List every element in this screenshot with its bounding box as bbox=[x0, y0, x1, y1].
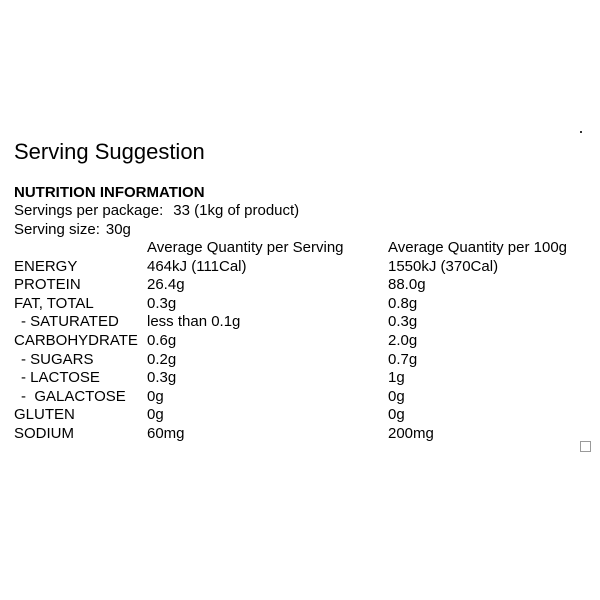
nutrition-panel bbox=[14, 183, 594, 444]
nutrient-per-100g: 0g bbox=[388, 406, 405, 424]
nutrient-row-lactose bbox=[14, 369, 594, 388]
nutrient-name: - SATURATED bbox=[21, 313, 119, 331]
nutrient-per-serving: 0.3g bbox=[147, 294, 177, 312]
column-header-row bbox=[14, 239, 594, 258]
column-header-per-100g: Average Quantity per 100g bbox=[388, 239, 568, 256]
nutrient-per-100g: 0g bbox=[388, 387, 405, 405]
nutrient-row-carbohydrate bbox=[14, 332, 594, 351]
nutrient-row-fat-total bbox=[14, 295, 594, 314]
nutrient-row-gluten bbox=[14, 406, 594, 425]
serving-size-label: Serving size: bbox=[14, 220, 100, 238]
nutrient-per-serving: 464kJ (111Cal) bbox=[147, 257, 247, 275]
nutrient-row-saturated bbox=[14, 313, 594, 332]
nutrient-row-sodium bbox=[14, 425, 594, 444]
nutrient-per-serving: 0.6g bbox=[147, 331, 177, 349]
servings-per-package-value: 33 (1kg of product) bbox=[173, 202, 300, 219]
serving-size-row bbox=[14, 221, 594, 240]
nutrient-per-100g: 88.0g bbox=[388, 276, 426, 294]
nutrient-per-100g: 1550kJ (370Cal) bbox=[388, 257, 499, 275]
nutrient-name: ENERGY bbox=[14, 257, 78, 275]
nutrient-name: - LACTOSE bbox=[21, 369, 100, 387]
nutrient-per-100g: 200mg bbox=[388, 424, 434, 442]
nutrient-per-serving: 0.2g bbox=[147, 350, 177, 368]
nutrient-row-protein bbox=[14, 276, 594, 295]
nutrient-row-energy bbox=[14, 258, 594, 277]
servings-per-package-label: Servings per package: bbox=[14, 202, 164, 219]
checkbox[interactable] bbox=[580, 441, 591, 452]
page-title: Serving Suggestion bbox=[14, 139, 205, 164]
nutrient-row-galactose bbox=[14, 388, 594, 407]
nutrient-name: GLUTEN bbox=[14, 406, 75, 424]
nutrient-name: FAT, TOTAL bbox=[14, 294, 94, 312]
nutrition-heading: NUTRITION INFORMATION bbox=[14, 184, 205, 201]
nutrient-per-serving: 26.4g bbox=[147, 276, 185, 294]
nutrient-per-100g: 0.7g bbox=[388, 350, 418, 368]
servings-per-package-row bbox=[14, 202, 594, 221]
nutrient-name: SODIUM bbox=[14, 424, 74, 442]
nutrient-per-100g: 2.0g bbox=[388, 331, 418, 349]
serving-size-value: 30g bbox=[105, 220, 131, 238]
nutrient-name: - GALACTOSE bbox=[21, 387, 126, 405]
nutrient-per-serving: 60mg bbox=[147, 424, 185, 442]
nutrient-per-serving: 0g bbox=[147, 387, 164, 405]
nutrient-per-100g: 0.3g bbox=[388, 313, 418, 331]
nutrient-per-100g: 1g bbox=[388, 369, 405, 387]
nutrient-name: PROTEIN bbox=[14, 276, 81, 294]
nutrient-per-serving: 0g bbox=[147, 406, 164, 424]
nutrient-per-100g: 0.8g bbox=[388, 294, 418, 312]
nutrient-row-sugars bbox=[14, 351, 594, 370]
nutrient-name: CARBOHYDRATE bbox=[14, 331, 138, 349]
nutrient-per-serving: 0.3g bbox=[147, 369, 177, 387]
nutrient-name: - SUGARS bbox=[21, 350, 94, 368]
nutrient-per-serving: less than 0.1g bbox=[147, 313, 241, 331]
stray-dot bbox=[580, 131, 582, 133]
column-header-per-serving: Average Quantity per Serving bbox=[147, 239, 344, 256]
